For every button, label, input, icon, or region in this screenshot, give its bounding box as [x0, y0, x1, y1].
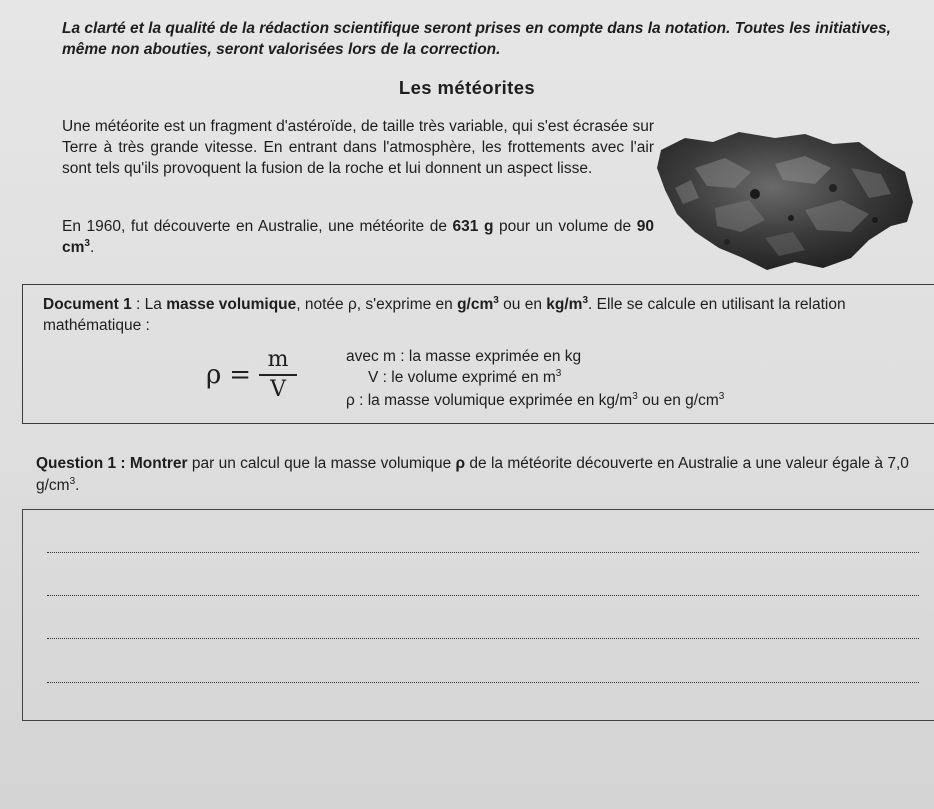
grading-note: La clarté et la qualité de la rédaction scientifique seront prises en compte dans la notation. Toutes les initiatives, même non abouties, seront valorisées lors de la correction. [62, 20, 891, 58]
question-1: Question 1 : Montrer par un calcul que la masse volumique ρ de la météorite découverte en Australie a une valeur égale à 7,0 $g/cm^3$. [36, 455, 909, 494]
formula-fraction [259, 348, 297, 402]
answer-line[interactable] [47, 682, 919, 683]
legend-mass: avec m : la masse exprimée en kg [346, 348, 582, 365]
answer-line[interactable] [47, 638, 919, 639]
fraction-bar [259, 374, 297, 376]
legend-density: ρ : la masse volumique exprimée en $kg/m^3$ ou en $g/cm^3$ [346, 390, 725, 409]
document-1-label: Document 1 [43, 296, 132, 313]
meteorite-volume: 90 $cm^3$ [62, 218, 654, 256]
formula-numerator: m [267, 347, 289, 372]
density-formula [206, 340, 297, 410]
meteorite-discovery: En 1960, fut découverte en Australie, une météorite de 631 g pour un volume de 90 $cm^3$. [62, 218, 654, 256]
meteorite-image [655, 128, 917, 274]
answer-line[interactable] [47, 595, 919, 596]
answer-area[interactable] [22, 509, 934, 721]
meteorite-definition: Une météorite est un fragment d'astéroïde, de taille très variable, qui s'est écrasée sur Terre à très grande vitesse. En entrant dans l'atmosphère, les frottements avec l'air sont tels qu'ils provoquent la fusion de la roche et lui donnent un aspect lisse. [62, 118, 654, 177]
legend-volume: V : le volume exprimé en $m^3$ [368, 367, 562, 386]
meteorite-mass: 631 g [452, 218, 494, 235]
question-1-label: Question 1 : [36, 455, 130, 472]
formula-equals: = [229, 360, 252, 390]
formula-rho: ρ [206, 360, 222, 390]
answer-line[interactable] [47, 552, 919, 553]
document-1-text: Document 1 : La masse volumique, notée ρ, s'exprime en $g/cm^3$ ou en $kg/m^3$. Elle se calcule en utilisant la relation mathématique : [43, 294, 846, 334]
formula-denominator: V [270, 377, 287, 402]
page-title: Les météorites [398, 77, 536, 98]
